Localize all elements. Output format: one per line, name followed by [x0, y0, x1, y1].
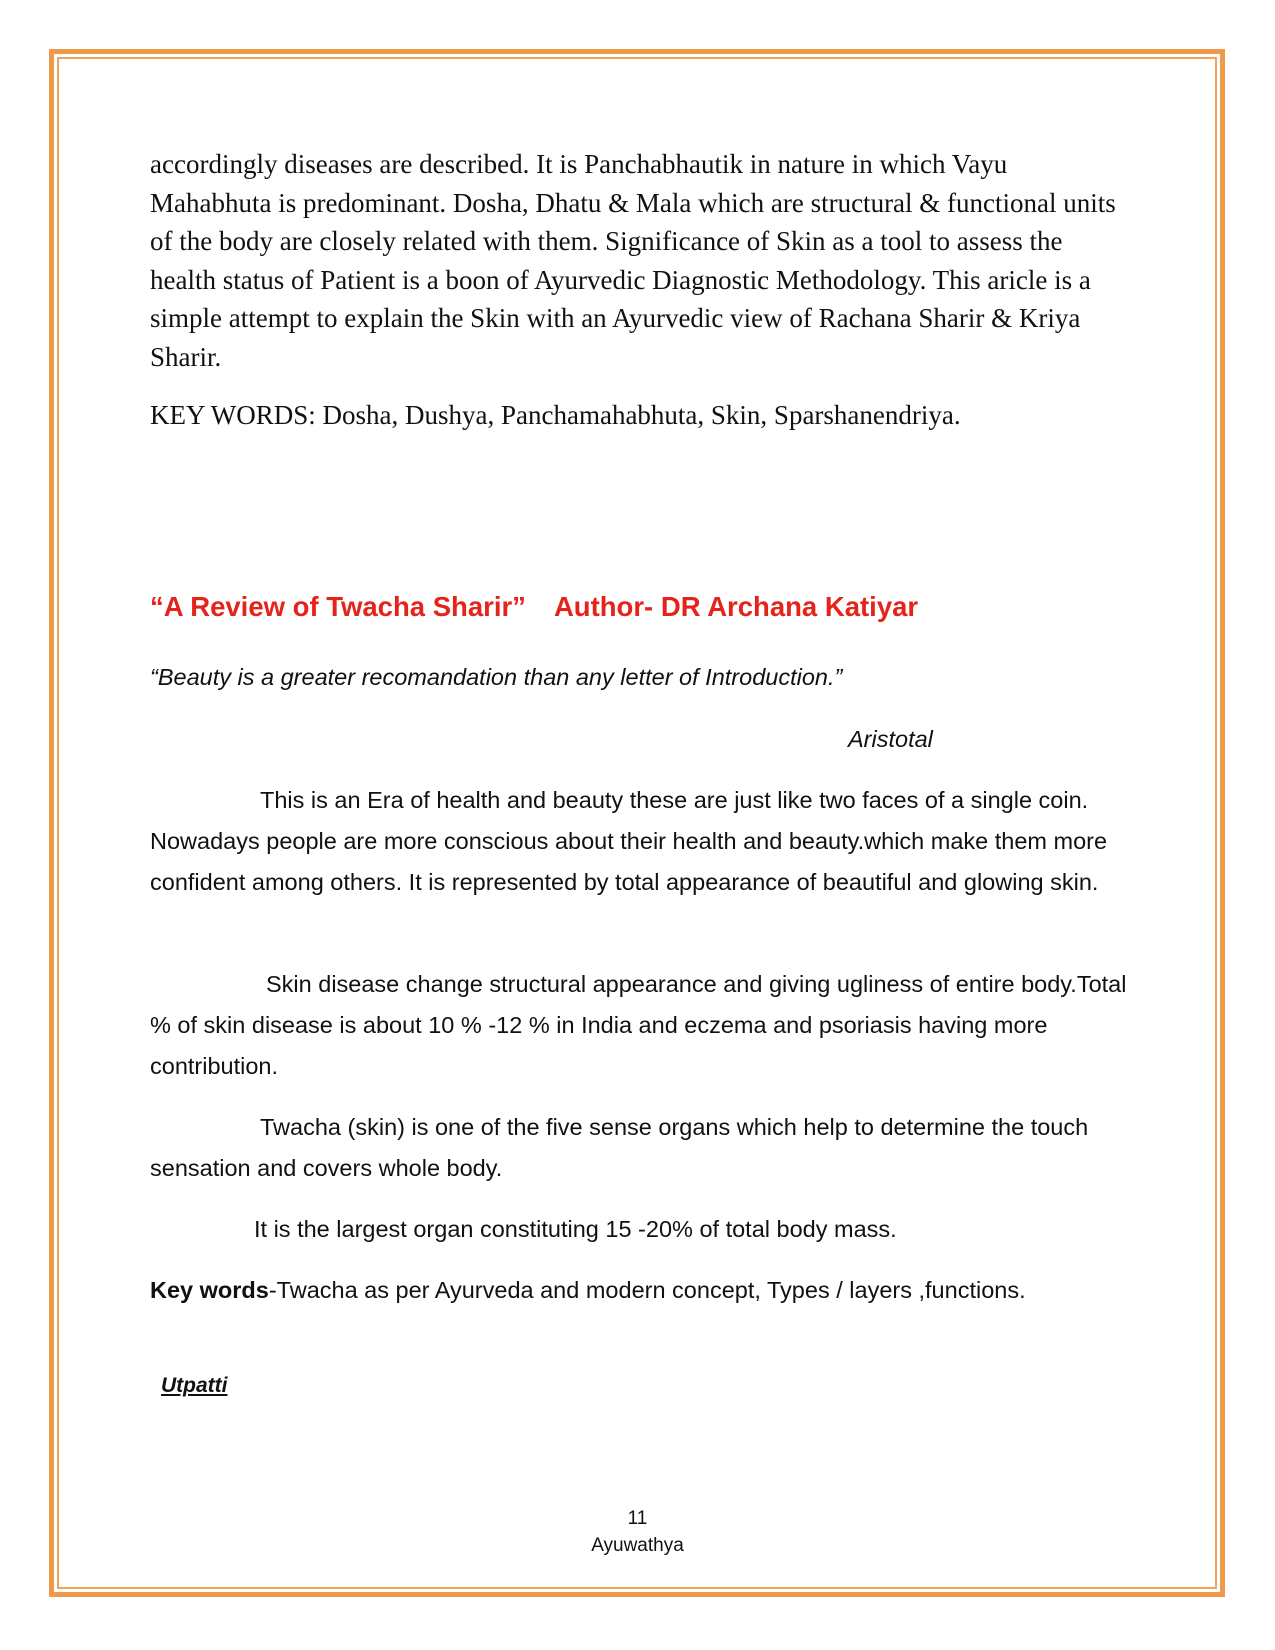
- epigraph-attribution: Aristotal: [848, 726, 933, 752]
- journal-name: Ayuwathya: [591, 1535, 684, 1556]
- paragraph-1-text: This is an Era of health and beauty these are just like two faces of a single coin. Nowadays people are more conscious about their health and beauty.which make them more confident among others. It is represented by total appearance of beautiful and glowing skin.: [150, 787, 1108, 895]
- keywords-label: Key words: [150, 1277, 269, 1303]
- paragraph-1: [150, 780, 1130, 903]
- paragraph-2-text: Skin disease change structural appearance and giving ugliness of entire body.Total % of skin disease is about 10 % -12 % in India and eczema and psoriasis having more contribution.: [150, 971, 1127, 1079]
- article-title: [150, 591, 918, 623]
- page-number: 11: [627, 1508, 648, 1529]
- article-author: Author- DR Archana Katiyar: [553, 591, 919, 622]
- abstract-keywords: KEY WORDS: Dosha, Dushya, Panchamahabhuta, Skin, Sparshanendriya.: [150, 400, 961, 430]
- paragraph-2: [150, 964, 1130, 1087]
- epigraph-quote: “Beauty is a greater recomandation than any letter of Introduction.”: [150, 664, 843, 690]
- paragraph-4-text: It is the largest organ constituting 15 -20% of total body mass.: [254, 1216, 897, 1242]
- article-keywords: [150, 1270, 1130, 1311]
- article-title-text: “A Review of Twacha Sharir”: [150, 591, 526, 622]
- section-heading-utpatti: Utpatti: [161, 1374, 228, 1397]
- paragraph-3: [150, 1107, 1130, 1189]
- keywords-text: -Twacha as per Ayurveda and modern concept, Types / layers ,functions.: [268, 1277, 1026, 1303]
- paragraph-3-text: Twacha (skin) is one of the five sense organs which help to determine the touch sensation and covers whole body.: [150, 1114, 1089, 1181]
- paragraph-4: [150, 1209, 1130, 1250]
- abstract-section: [150, 145, 1130, 434]
- abstract-text: accordingly diseases are described. It is Panchabhautik in nature in which Vayu Mahabhuta is predominant. Dosha, Dhatu & Mala which are structural & functional units of the body are closely related with them. Significance of Skin as a tool to assess the health status of Patient is a boon of Ayurvedic Diagnostic Methodology. This aricle is a simple attempt to explain the Skin with an Ayurvedic view of Rachana Sharir & Kriya Sharir.: [150, 149, 1116, 372]
